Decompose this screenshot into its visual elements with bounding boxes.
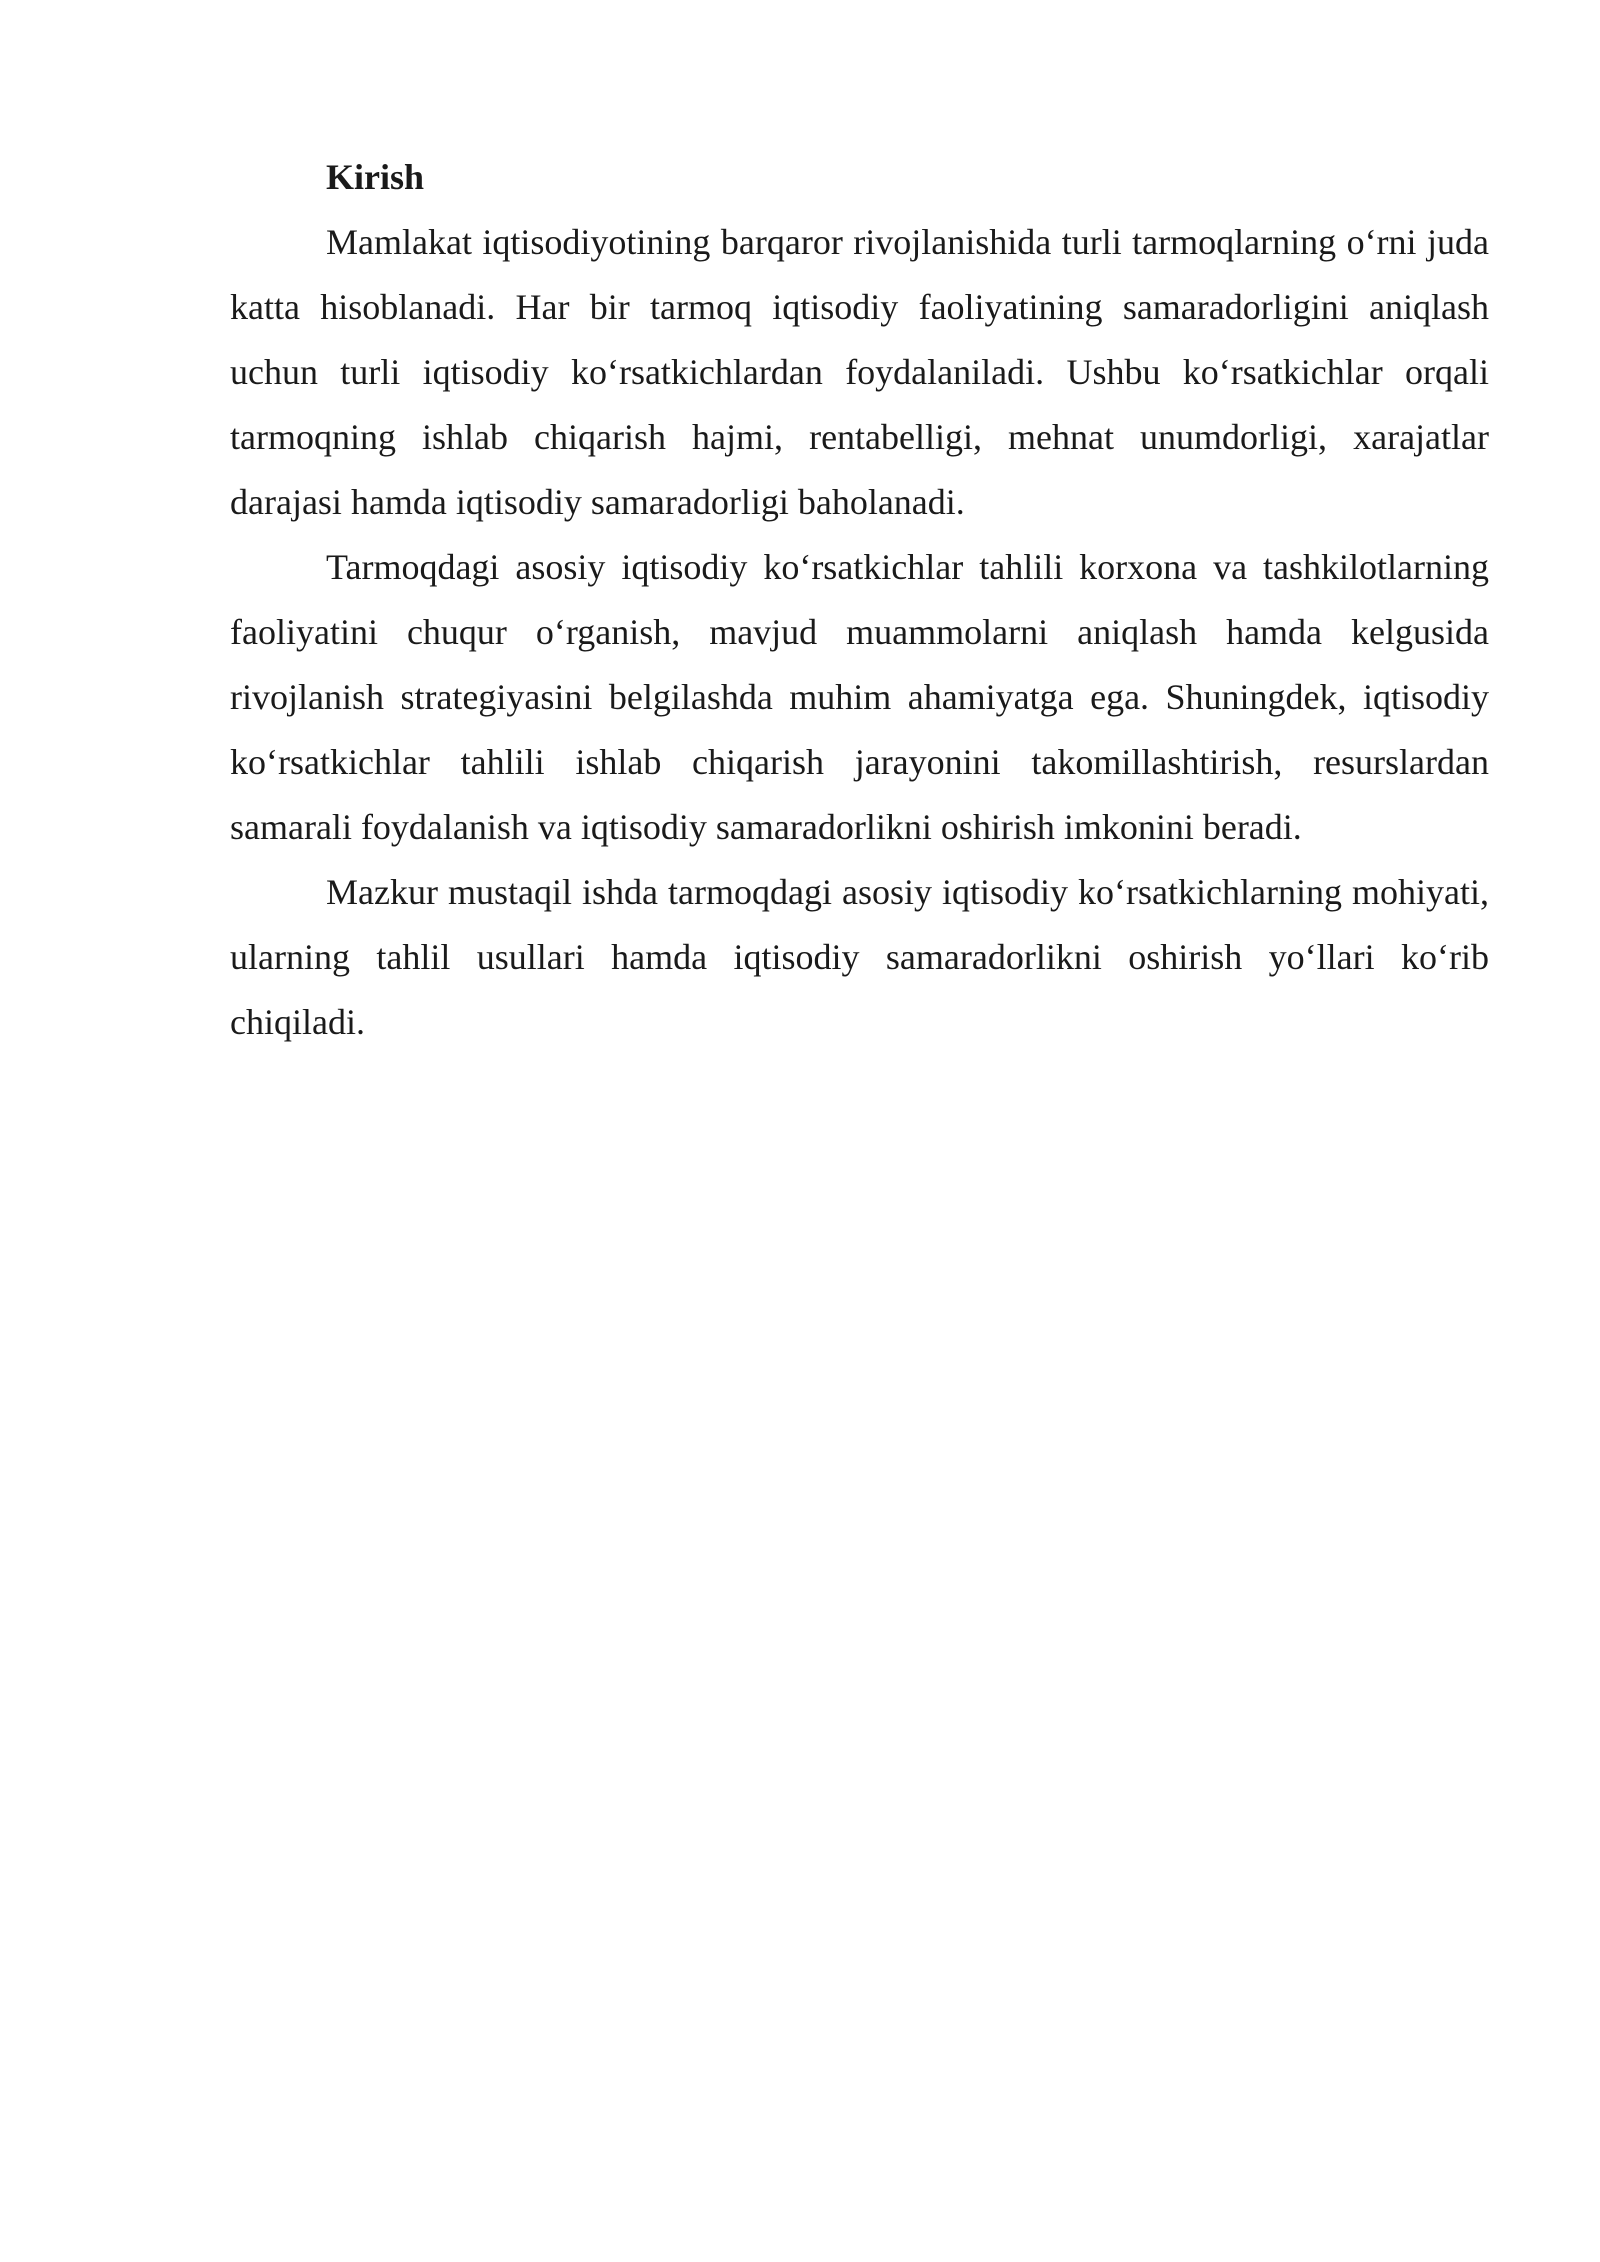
paragraph-3: Mazkur mustaqil ishda tarmoqdagi asosiy iqtisodiy ko‘rsatkichlarning mohiyati, ularning tahlil usullari hamda iqtisodiy samaradorlikni oshirish yo‘llari ko‘rib chiqiladi. <box>230 872 1489 1042</box>
paragraph-1: Mamlakat iqtisodiyotining barqaror rivojlanishida turli tarmoqlarning o‘rni juda katta hisoblanadi. Har bir tarmoq iqtisodiy faoliyatining samaradorligini aniqlash uchun turli iqtisodiy ko‘rsatkichlardan foydalaniladi. Ushbu ko‘rsatkichlar orqali tarmoqning ishlab chiqarish hajmi, rentabelligi, mehnat unumdorligi, xarajatlar darajasi hamda iqtisodiy samaradorligi baholanadi. <box>230 222 1489 522</box>
section-heading: Kirish <box>326 157 425 197</box>
document-body <box>230 145 1489 1055</box>
paragraph-2: Tarmoqdagi asosiy iqtisodiy ko‘rsatkichlar tahlili korxona va tashkilotlarning faoliyatini chuqur o‘rganish, mavjud muammolarni aniqlash hamda kelgusida rivojlanish strategiyasini belgilashda muhim ahamiyatga ega. Shuningdek, iqtisodiy ko‘rsatkichlar tahlili ishlab chiqarish jarayonini takomillashtirish, resurslardan samarali foydalanish va iqtisodiy samaradorlikni oshirish imkonini beradi. <box>230 547 1489 847</box>
